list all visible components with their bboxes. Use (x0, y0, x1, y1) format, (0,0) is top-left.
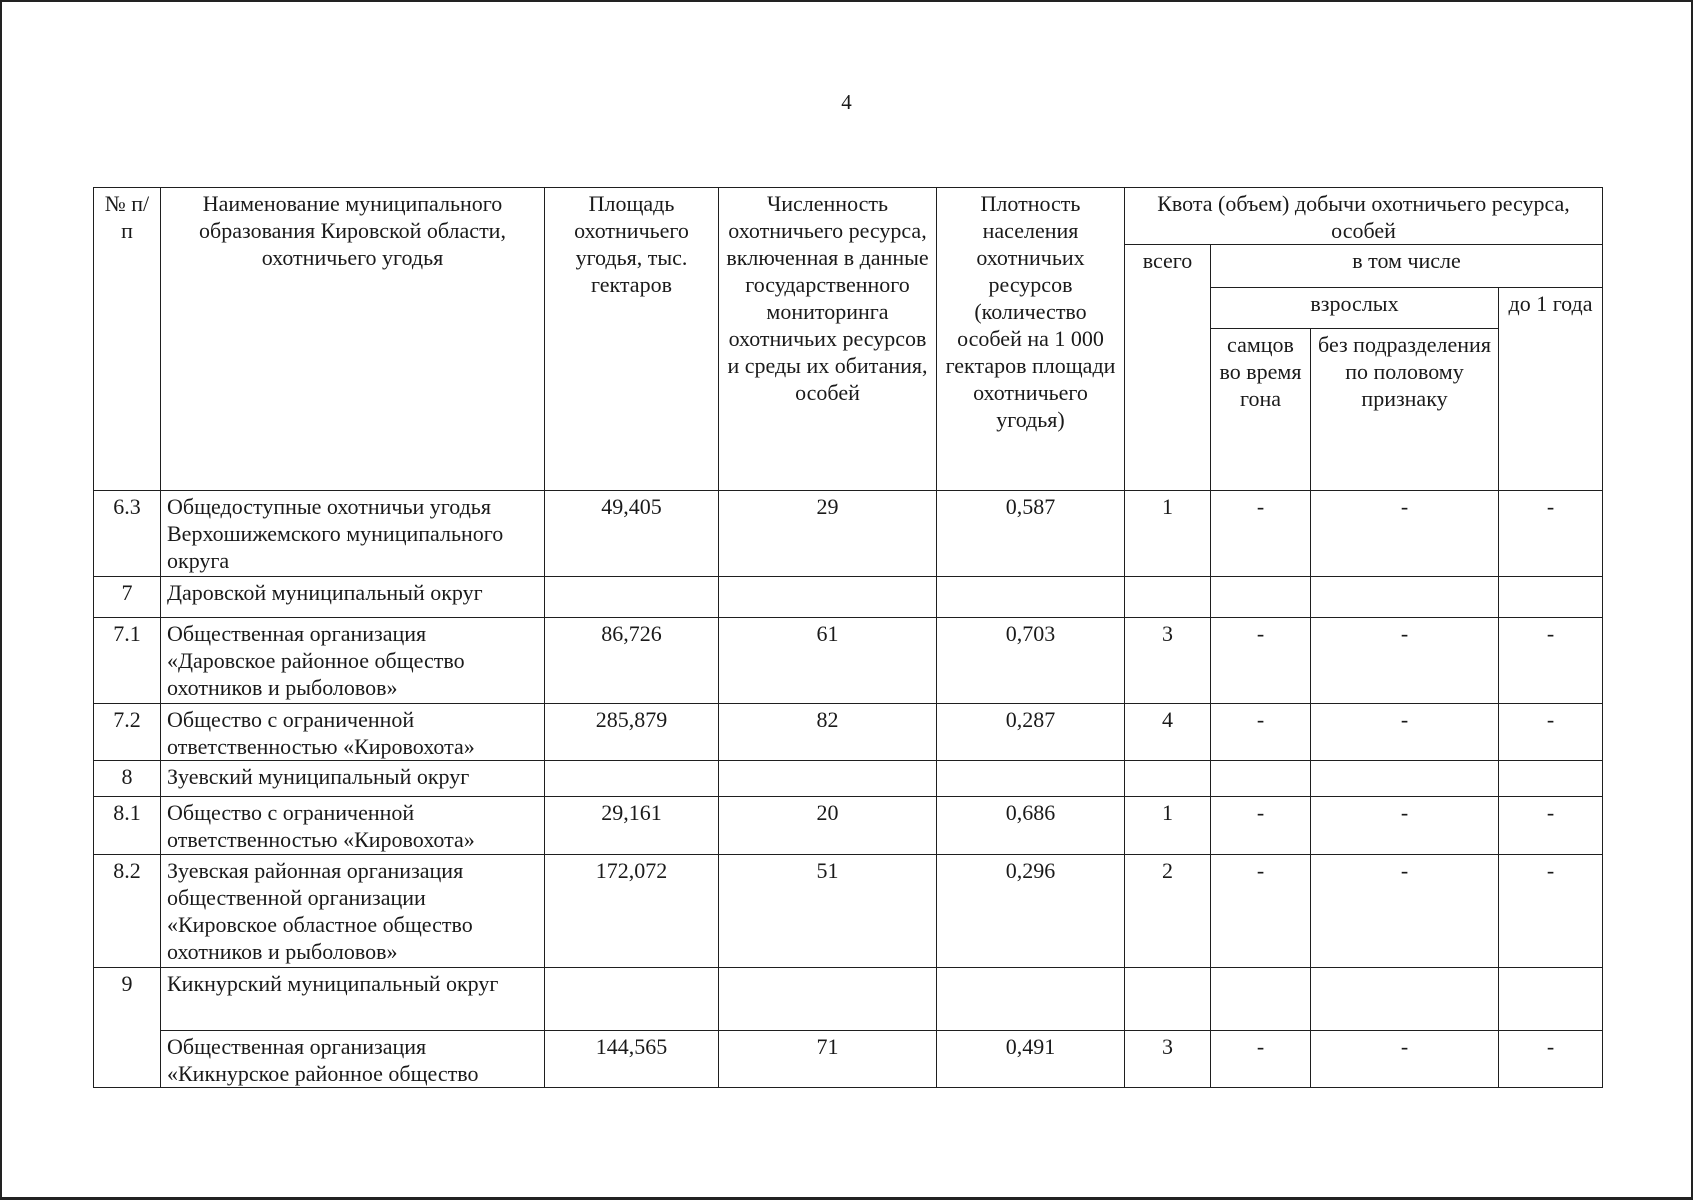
row-population (719, 577, 937, 618)
row-area: 49,405 (545, 491, 719, 577)
row-density (937, 761, 1125, 797)
row-under1: - (1499, 491, 1603, 577)
row-total: 2 (1125, 855, 1211, 968)
row-area: 144,565 (545, 1031, 719, 1088)
row-density: 0,491 (937, 1031, 1125, 1088)
table-row (94, 577, 1603, 618)
row-population: 29 (719, 491, 937, 577)
row-total (1125, 761, 1211, 797)
header-under1: до 1 года (1499, 288, 1603, 491)
row-name: Даровской муниципальный округ (161, 577, 545, 618)
row-males: - (1211, 618, 1311, 704)
header-including: в том числе (1211, 245, 1603, 288)
header-adults: взрослых (1211, 288, 1499, 329)
row-nosex: - (1311, 1031, 1499, 1088)
header-density: Плотность населения охотничьих ресурсов (количество особей на 1 000 гектаров площади охотничьего угодья) (937, 188, 1125, 491)
row-total (1125, 968, 1211, 1031)
row-under1 (1499, 577, 1603, 618)
row-total: 1 (1125, 491, 1211, 577)
table-row (94, 797, 1603, 855)
row-population: 61 (719, 618, 937, 704)
row-under1: - (1499, 855, 1603, 968)
row-num: 7.2 (94, 704, 161, 761)
header-area: Площадь охотничьего угодья, тыс. гектаров (545, 188, 719, 491)
row-name: Кикнурский муниципальный округ (161, 968, 545, 1031)
header-total: всего (1125, 245, 1211, 491)
header-population: Численность охотничьего ресурса, включенная в данные государственного мониторинга охотничьих ресурсов и среды их обитания, особей (719, 188, 937, 491)
row-nosex (1311, 761, 1499, 797)
row-num: 9 (94, 968, 161, 1031)
row-under1 (1499, 968, 1603, 1031)
row-nosex: - (1311, 618, 1499, 704)
quota-table (93, 187, 1603, 1088)
row-density: 0,686 (937, 797, 1125, 855)
row-nosex (1311, 577, 1499, 618)
table-row (94, 1031, 1603, 1088)
row-area (545, 761, 719, 797)
table-row (94, 618, 1603, 704)
row-density (937, 968, 1125, 1031)
row-under1: - (1499, 797, 1603, 855)
header-name: Наименование муниципального образования Кировской области, охотничьего угодья (161, 188, 545, 491)
row-num: 7.1 (94, 618, 161, 704)
header-quota: Квота (объем) добычи охотничьего ресурса, особей (1125, 188, 1603, 245)
header-num: № п/п (94, 188, 161, 491)
row-name: Общедоступные охотничьи угодья Верхошижемского муниципального округа (161, 491, 545, 577)
table-row (94, 761, 1603, 797)
table-row (94, 855, 1603, 968)
table-row (94, 968, 1603, 1031)
row-name: Зуевская районная организация общественной организации «Кировское областное общество охотников и рыболовов» (161, 855, 545, 968)
row-under1: - (1499, 1031, 1603, 1088)
row-name: Общественная организация «Даровское районное общество охотников и рыболовов» (161, 618, 545, 704)
row-num: 8 (94, 761, 161, 797)
row-num: 6.3 (94, 491, 161, 577)
row-num: 8.2 (94, 855, 161, 968)
row-population: 71 (719, 1031, 937, 1088)
row-nosex: - (1311, 491, 1499, 577)
row-males: - (1211, 855, 1311, 968)
row-under1: - (1499, 618, 1603, 704)
row-density: 0,296 (937, 855, 1125, 968)
row-area (545, 577, 719, 618)
row-males: - (1211, 491, 1311, 577)
row-population: 51 (719, 855, 937, 968)
row-density (937, 577, 1125, 618)
row-males (1211, 761, 1311, 797)
row-males: - (1211, 704, 1311, 761)
row-population (719, 968, 937, 1031)
row-nosex (1311, 968, 1499, 1031)
row-under1: - (1499, 704, 1603, 761)
row-density: 0,587 (937, 491, 1125, 577)
row-total: 1 (1125, 797, 1211, 855)
row-nosex: - (1311, 704, 1499, 761)
row-name: Общество с ограниченной ответственностью «Кировохота» (161, 797, 545, 855)
row-name: Общественная организация «Кикнурское районное общество (161, 1031, 545, 1088)
table-row (94, 491, 1603, 577)
header-nosex: без подразделения по половому признаку (1311, 329, 1499, 491)
row-area: 86,726 (545, 618, 719, 704)
row-population (719, 761, 937, 797)
row-area (545, 968, 719, 1031)
row-under1 (1499, 761, 1603, 797)
row-males (1211, 968, 1311, 1031)
row-area: 285,879 (545, 704, 719, 761)
row-name: Зуевский муниципальный округ (161, 761, 545, 797)
row-num: 7 (94, 577, 161, 618)
row-total: 3 (1125, 1031, 1211, 1088)
row-total: 4 (1125, 704, 1211, 761)
page-number: 4 (841, 90, 852, 114)
row-num: 8.1 (94, 797, 161, 855)
row-nosex: - (1311, 855, 1499, 968)
table-row (94, 704, 1603, 761)
header-males: самцов во время гона (1211, 329, 1311, 491)
row-num (94, 1031, 161, 1088)
row-density: 0,703 (937, 618, 1125, 704)
row-total: 3 (1125, 618, 1211, 704)
row-population: 82 (719, 704, 937, 761)
row-males: - (1211, 1031, 1311, 1088)
row-total (1125, 577, 1211, 618)
row-males (1211, 577, 1311, 618)
row-population: 20 (719, 797, 937, 855)
row-nosex: - (1311, 797, 1499, 855)
row-area: 29,161 (545, 797, 719, 855)
row-density: 0,287 (937, 704, 1125, 761)
row-area: 172,072 (545, 855, 719, 968)
row-name: Общество с ограниченной ответственностью «Кировохота» (161, 704, 545, 761)
row-males: - (1211, 797, 1311, 855)
